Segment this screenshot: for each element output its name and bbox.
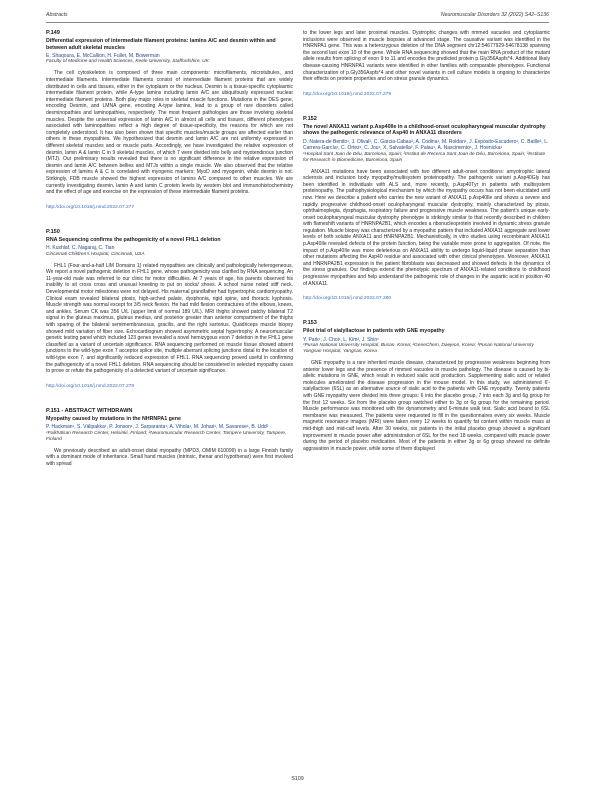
abstract-id: P.153 — [303, 320, 317, 327]
abstract-title: RNA Sequencing confirms the pathogenicity of a novel FHL1 deletion — [46, 236, 221, 243]
abstract-entry — [303, 320, 550, 452]
right-column — [303, 30, 550, 471]
abstract-entry — [303, 30, 550, 97]
abstract-entry — [46, 30, 293, 210]
affiliation: Faculty of Medicine and Health Sciences, Keele University, Staffordshire, UK — [46, 59, 209, 65]
author-list: D. Natera-de Benito¹, J. Olival², C. Garcia-Cabau², A. Codina¹, M. Roldan¹, J. Expósito-Escudero¹, C. Batlle², L. Carrera-García¹, C. Ortez¹, C. Jou¹, X. Salvatella², F. Palau¹, A. Nascimento¹, J. Hoenicka¹ — [303, 138, 549, 152]
body-paragraph: The cell cytoskeleton is composed of three main components: microfilaments, microtubules, and intermediate filaments. Intermediate filaments consist of intermediate filament proteins that are widely distributed in cells and tissues, either in the cytoplasm or the nucleus. Desmin is a tissue-specific cytoplasmic intermediate filament protein, while A-type lamins including lamin A/C are ubiquitously expressed nuclear intermediate filament proteins. Both play major roles in skeletal muscle functions. Mutations in the DES gene, encoding Desmin, and LMNA gene, encoding A-type lamins, lead to a group of rare disorders called desminopathies and laminopathies, respectively. The most frequent pathologies are those involving skeletal muscles. Despite the universal expression of lamin A/C in almost all cells and tissues, different phenotypes associated with laminopathies reflect a high degree of tissue-specificity, the reasons for which are not completely understood. It has also been shown that specific muscles/muscle groups are affected earlier than others in these myopathies. We hypothesized that desmin and lamin A/C are not uniformly expressed in different skeletal muscles and or muscle parts. Accordingly, we have investigated the relative expression of desmin, lamin A & lamin C in 9 skeletal muscles, of which 7 were divided into belly and myotendinous junction (MTJ). Our preliminary results revealed that there is no significant difference in the relative expression of desmin and lamin A/C between bellies and MTJs within a single muscle. We also observed that the relative expression of lamins A & C is correlated with myogenic markers; MyoD and myogenin, while desmin is not. Strikingly, FDB muscle showed the highest expression of lamins A/C compared to other muscles. We are currently investigating desmin, lamin A and lamin C protein levels by western blot and immunohistochemistry and the effect of age and exercise on the expression of these intermediate filament proteins. — [46, 70, 293, 196]
affiliation: Cincinnati Children’s Hospital, Cincinnati, USA — [46, 251, 145, 257]
abstract-body — [303, 30, 550, 83]
body-paragraph: to the lower legs and later proximal muscles. Dystrophic changes with rimmed vacuoles and cytoplasmic inclusions were observed in muscle biopsies at advanced stage. The causative variant was identified in the HNRNPA1 gene. This was a heterozygous deletion of the DNA segment chr12:54677929-54678138 spanning the second last exon 10 of the gene. Whole RNA sequencing showed that the main RNA product of the mutant allele results from splicing of exon 9 to 11 and encodes the predicted protein p.Gly356Aspfs*4. Additional likely disease-causing HNRNPA1 variants were identified in other families with comparable phenotypes. Functional characterization of p.Gly356Aspfs*4 and other novel variants in cell culture models is ongoing to characterize their effects on protein properties and on stress granule dynamics. — [303, 30, 550, 83]
author-list: E. Shaqoura, E. McCallion, H. Fuller, M. Bowerman — [46, 53, 160, 60]
journal-citation: Neuromuscular Disorders 32 (2022) S42–S136 — [440, 12, 549, 18]
abstract-body — [46, 448, 293, 468]
abstract-title: The novel ANXA11 variant p.Asp40Ile in a childhood-onset oculopharyngeal muscular dystrophy shows the pathogenic relevance of Asp40 in ANXA11 disorders — [303, 123, 546, 137]
abstract-title: Myopathy caused by mutations in the NHRNPA1 gene — [46, 415, 181, 422]
body-paragraph: FHL1 (Four-and-a-half LIM Domains 1) related myopathies are clinically and pathologically heterogeneous. We report a novel pathogenic deletion in FHL1 gene, whose pathogenicity was clarified by RNA sequencing. An 11-year-old male was referred to our clinic for motor difficulties. At 7 years of age, his parents observed his inability to sit cross cross and unusual kneeling to put on socks/ shoes. A school nurse noted stiff neck. Developmental motor milestones were not delayed. His maternal grandfather had hypertrophic cardiomyopathy. Clinical exam revealed bilateral ptosis, high-arched palate, dysphonia, rigid spine, and thoracic kyphosis. Muscle strength was normal except for 3/5 neck flexion. He had mild flexion contractures of the elbows, knees, and ankles. Serum CK was 356 U/L (upper limit of normal 189 U/L). MRI thighs showed patchy bilateral T2 signal in the gluteus maximus, gluteus medius, and posterior greater than anterior compartment of the thighs with sparing of the bilateral semimembranosus, gracilis, and the right sartorius. Quadriceps muscle biopsy showed mild variation of fiber size. Echocardiogram showed asymmetric septal hypertrophy. A neuromuscular genetic testing panel which included 123 genes revealed a novel hemizygous exon 7 deletion in the FHL1 gene classified as a variant of uncertain significance. RNA sequencing performed on muscle tissue showed absent junctions to the wild-type exon 7 acceptor splice site, multiple aberrant splicing junctions distal to the location of wild-type exon 7, and significantly reduced expression of FHL1. RNA sequencing proved useful in confirming the pathogenicity of a novel FHL1 deletion. RNA sequencing should be considered in selected myopathy cases to prove or refute the pathogenicity of a detected variant of uncertain significance. — [46, 262, 293, 375]
doi-link[interactable]: http://doi.org/10.1016/j.nmd.2022.07.279 — [303, 91, 392, 97]
abstract-title: Pilot trial of sialyllactose in patients with GNE myopathy — [303, 328, 445, 335]
abstract-id: P.150 — [46, 228, 60, 235]
body-paragraph: ANXA11 mutations have been associated with two different adult-onset conditions: amyotrophic lateral sclerosis and inclusion body myopathy/multisystem proteinopathy. The pathogenic variant p.Asp40Gly has been identified in individuals with ALS and, more recently, p.Asp40Tyr in patients with multisystem proteinopathy. The pathophysiological mechanism by which the myopathy occurs has not been elucidated until now. Here we describe a patient who carries the new variant of ANXA11 p.Asp40Ile and shows a severe and rapidly progressive childhood-onset oculopharyngeal muscular dystrophy, mainly characterized by ptosis, ophthalmoplegia, dysphagia, respiratory failure and progressive muscle weakness. The patient’s unique early-onset oculopharyngeal muscular dystrophy phenotype is strikingly similar to that recently described in children with flameshift variants of HNRNPA2B1, which encodes a ribonucleoprotein involved in dynamic stress granule regulation. Muscle biopsy was characterized by a myopathic pattern that included ANXA11 aggregate and lower levels of both soluble ANXA11 and HNRNPA2B1. Mechanistically, in vitro studies using recombinant ANXA11 p.Asp40Ile revealed defects of the protein function, being the variable more prone to aggregation. Of note, the impact of p.Asp40Ile was more deleterious on ANXA11 ability to undergo liquid-liquid phase separation than other mutations affecting the Asp40 residue and associated with other clinical phenotypes. Moreover, ANXA11 and HNRNPA2B1 expression in the patient fibroblasts was decreased and showed defects in the dynamics of the stress granules. Our findings extend the phenotypic spectrum of ANXA11-related conditions to childhood progressive myopathies and help understand the pathogenic role of changes in the aspartic acid in position 40 of ANXA11. — [303, 168, 550, 287]
abstract-id: P.151 - ABSTRACT WITHDRAWN — [46, 407, 133, 414]
affiliation: ¹Hospital Sant Joan de Déu, Barcelona, Spain; ²Institut de Recerca Sant Joan de Déu, Barcelona, Spain; ³Institute for Research in Biomedicine, Barcelona, Spain — [303, 151, 546, 163]
body-paragraph: We previously described an adult-onset distal myopathy (MPD3, OMIM 610099) in a large Finnish family with a dominant mode of inheritance. Small hand muscles (intrinsic, thenar and hypothenar) were first involved with spread — [46, 447, 293, 467]
header-rule — [46, 22, 549, 23]
page-number: S109 — [291, 776, 304, 782]
affiliation: ¹Folkhälsan Research Center, Helsinki, Finland; ²Neuromuscular Research Center, Tampere University, Tampere, Finland — [46, 430, 287, 442]
abstract-id: P.149 — [46, 30, 60, 36]
abstract-body — [303, 360, 550, 452]
abstract-body — [46, 70, 293, 195]
abstract-entry — [46, 229, 293, 389]
abstract-entry — [303, 116, 550, 301]
abstract-body — [303, 169, 550, 288]
abstract-body — [46, 263, 293, 375]
author-list: P. Hackman¹, S. Välipakka¹, P. Jonson¹, J. Sarparanta¹, A. Vihola¹, M. Johari¹, M. Savarese¹, B. Udd² — [46, 424, 269, 431]
abstract-id: P.152 — [303, 115, 317, 122]
author-list: Y. Park¹, J. Choi¹, L. Kim², J. Shin¹ — [303, 336, 379, 343]
abstract-entry — [46, 408, 293, 468]
doi-link[interactable]: http://doi.org/10.1016/j.nmd.2022.07.277 — [46, 204, 135, 210]
left-column — [46, 30, 293, 486]
running-header — [46, 10, 549, 20]
body-paragraph: GNE myopathy is a rare inherited muscle disease, characterized by progressive weakness beginning from anterior lower legs and the presence of rimmed vacuoles in muscle pathology. The disease is caused by bi-allelic mutations in GNE, which result in reduced sialic acid production. Supplementing sialic acid or related molecules ameliorated the disease progression in the mouse model. In this study, we administered 6'-sialyllactose (6SL) as an alternative source of sialic acid to the patients with GNE myopathy. Twenty patients with GNE myopathy were divided into three groups: 6 into the placebo group, 7 into each 3g and 6g group for the first 12 weeks. Six from the placebo group switched either to 3g or 6g group for the remaining period. Muscle performance was monitored with the dynamometry and 6-minute walk test. Sialic acid bound to 6SL membrane was measured. The patients were requested to fill in the questionnaires every six weeks. Muscle magnetic resonance images (MRI) were taken every 12 weeks to quantify fat content within muscle mass at mid-thigh and mid-calf levels. After 30 weeks, six patients in the initial placebo group showed a significant improvement in muscle power after administration of 6SL for the next 18 weeks, compared with muscle power during the period of placebo medication. Most of the patients in either 3g or 6g group showed no definite aggravation in muscle power, while some of them displayed — [303, 360, 550, 452]
affiliation: ¹Pusan National University Hospital, Busan, Korea; ²GeneChem, Daejeon, Korea; ³Pusan National University Yangsan Hospital, Yangsan, Korea — [303, 343, 534, 355]
doi-link[interactable]: http://doi.org/10.1016/j.nmd.2022.07.280 — [303, 296, 392, 302]
author-list: H. Kushlaf, C. Nagaraj, C. Tian — [46, 245, 115, 252]
doi-link[interactable]: http://doi.org/10.1016/j.nmd.2022.07.278 — [46, 383, 135, 389]
abstract-title: Differential expression of intermediate filament proteins: lamins A/C and desmin within and between adult skeletal muscles — [46, 38, 276, 51]
section-name: Abstracts — [46, 12, 68, 18]
